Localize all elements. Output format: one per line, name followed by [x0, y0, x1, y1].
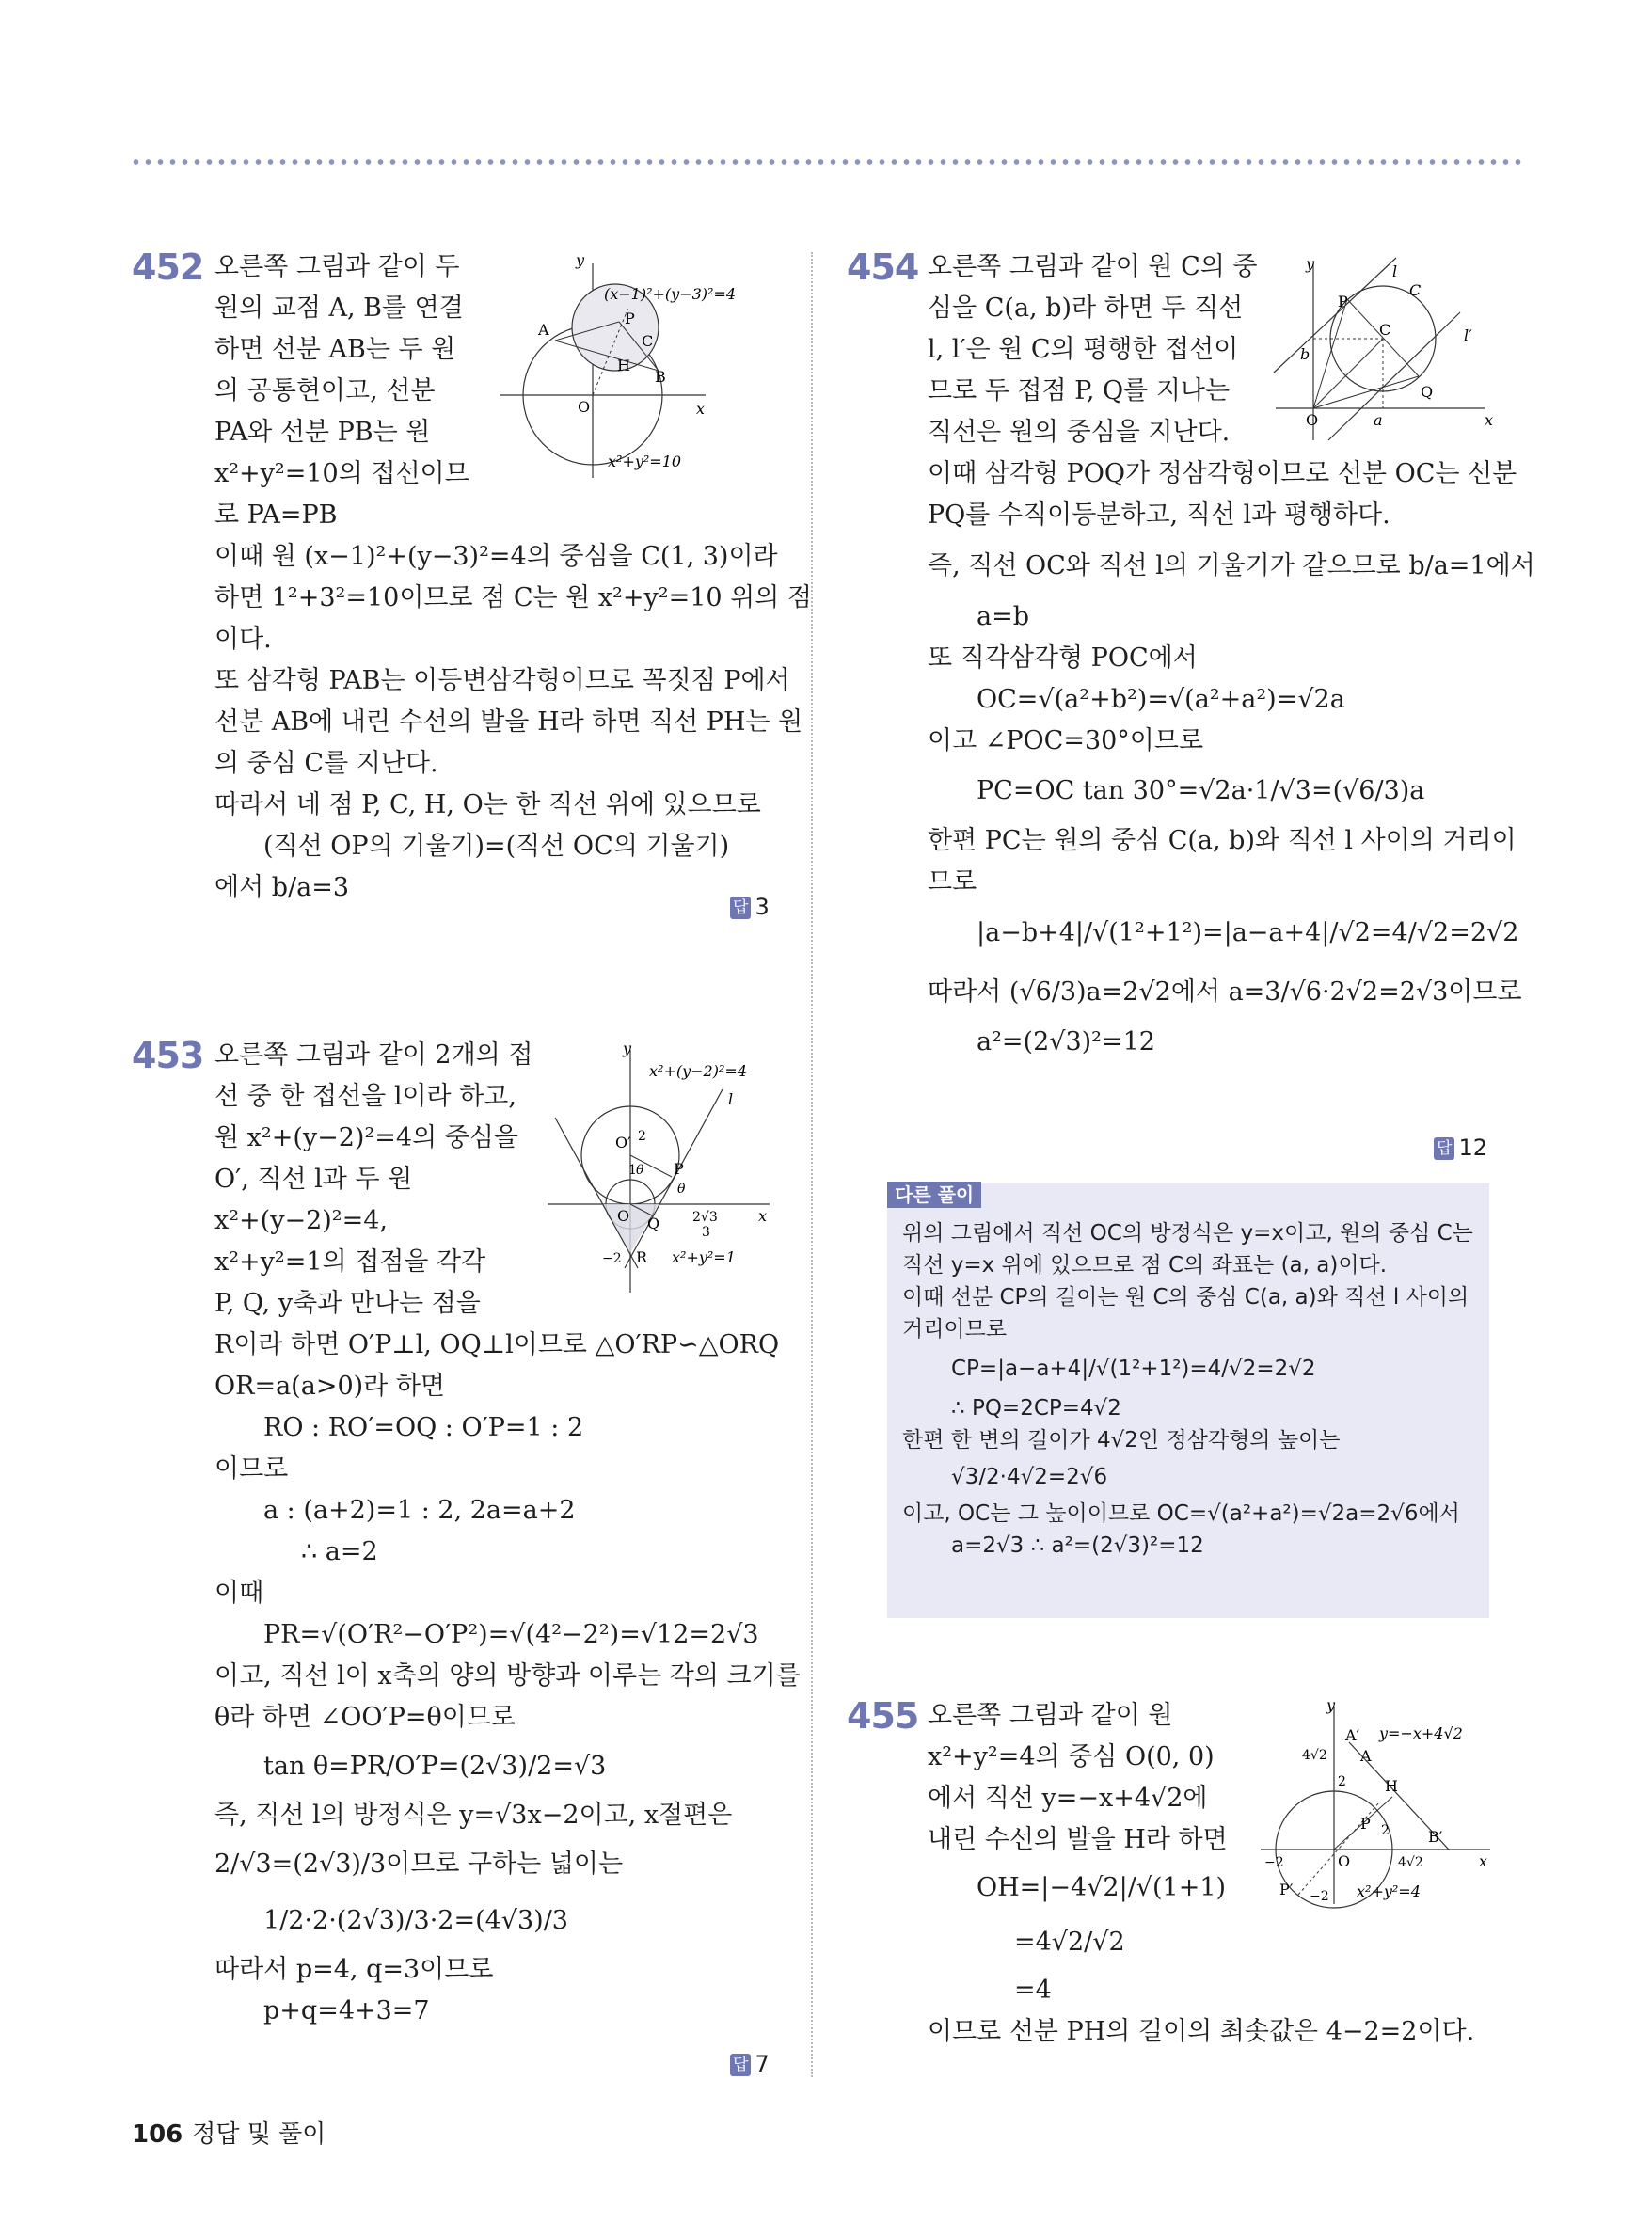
text-line: 이때 — [214, 1579, 264, 1608]
fig-label: θ — [677, 1182, 686, 1197]
text-line: |a−b+4|/√(1²+1²)=|a−a+4|/√2=4/√2=2√2 — [977, 918, 1519, 947]
text-line: =4√2/√2 — [1014, 1928, 1125, 1957]
fig-label: x — [758, 1207, 768, 1225]
section-title: 정답 및 풀이 — [192, 2120, 326, 2149]
fig-label: A — [1360, 1747, 1372, 1765]
fig-label: 2 — [1338, 1774, 1346, 1789]
answer-453 — [730, 2051, 770, 2077]
text-line: x²+(y−2)²=4, — [214, 1206, 389, 1235]
fig-label: l — [728, 1090, 734, 1108]
answer-badge: 답 — [730, 897, 751, 919]
text-line: √3/2·4√2=2√6 — [951, 1465, 1108, 1489]
fig-label: C — [1379, 321, 1391, 339]
text-line: ∴ PQ=2CP=4√2 — [951, 1396, 1121, 1421]
fig-label: B — [655, 368, 666, 386]
answer-454 — [1434, 1135, 1487, 1161]
text-line: 이고 ∠POC=30°이므로 — [928, 726, 1204, 755]
fig-equation: y=−x+4√2 — [1379, 1724, 1463, 1742]
text-line: CP=|a−a+4|/√(1²+1²)=4/√2=2√2 — [951, 1357, 1316, 1381]
fig-label: 2 — [638, 1129, 646, 1144]
text-line: PR=√(O′R²−O′P²)=√(4²−2²)=√12=2√3 — [263, 1620, 759, 1649]
fig-label: Q — [647, 1215, 660, 1232]
fig-label: O — [1306, 411, 1319, 429]
text-line: tan θ=PR/O′P=(2√3)/2=√3 — [263, 1752, 607, 1781]
text-line: a²=(2√3)²=12 — [977, 1027, 1155, 1056]
text-line: 즉, 직선 l의 방정식은 y=√3x−2이고, x절편은 — [214, 1801, 733, 1830]
text-line: ∴ a=2 — [301, 1537, 378, 1566]
text-line: 직선 y=x 위에 있으므로 점 C의 좌표는 (a, a)이다. — [902, 1253, 1388, 1278]
problem-number-455: 455 — [847, 1695, 919, 1737]
fig-label: P — [674, 1160, 684, 1178]
fig-label: 2 — [1381, 1823, 1390, 1838]
fig-label: l — [1392, 262, 1398, 280]
text-line: l, l′은 원 C의 평행한 접선이 — [928, 335, 1239, 364]
fig-label: A′ — [1345, 1726, 1360, 1744]
text-line: 내린 수선의 발을 H라 하면 — [928, 1825, 1228, 1854]
text-line: (직선 OP의 기울기)=(직선 OC의 기울기) — [263, 832, 730, 861]
fig-label: y — [576, 251, 585, 269]
text-line: 이때 선분 CP의 길이는 원 C의 중심 C(a, a)와 직선 l 사이의 — [902, 1285, 1469, 1310]
text-line: 이때 삼각형 POQ가 정삼각형이므로 선분 OC는 선분 — [928, 459, 1517, 488]
text-line: 이고, OC는 그 높이이므로 OC=√(a²+a²)=√2a=2√6에서 — [902, 1501, 1460, 1526]
fig-label: A — [538, 321, 549, 339]
fig-label: O — [578, 398, 591, 416]
text-line: 이때 원 (x−1)²+(y−3)²=4의 중심을 C(1, 3)이라 — [214, 542, 778, 571]
fig-label: P — [1338, 293, 1348, 310]
text-line: a=2√3 ∴ a²=(2√3)²=12 — [951, 1533, 1204, 1558]
text-line: 또 삼각형 PAB는 이등변삼각형이므로 꼭짓점 P에서 — [214, 666, 790, 695]
fig-label: H — [617, 357, 630, 374]
text-line: R이라 하면 O′P⊥l, OQ⊥l이므로 △O′RP∽△ORQ — [214, 1330, 780, 1359]
text-line: 원 x²+(y−2)²=4의 중심을 — [214, 1123, 518, 1152]
problem-number-452: 452 — [132, 246, 204, 288]
text-line: 2/√3=(2√3)/3이므로 구하는 넓이는 — [214, 1850, 624, 1879]
fig-label: x — [1479, 1852, 1488, 1870]
figure-454 — [1272, 256, 1498, 444]
text-line: 오른쪽 그림과 같이 원 — [928, 1701, 1173, 1730]
text-line: 에서 b/a=3 — [214, 873, 350, 902]
text-line: 따라서 네 점 P, C, H, O는 한 직선 위에 있으므로 — [214, 790, 761, 819]
text-line: 이다. — [214, 625, 272, 654]
fig-label: x — [696, 400, 706, 418]
fig-label: R — [636, 1248, 648, 1266]
text-line: 원의 교점 A, B를 연결 — [214, 294, 464, 323]
fig-label: C — [1409, 281, 1422, 299]
fig-label: O — [617, 1207, 630, 1225]
text-line: 즉, 직선 OC와 직선 l의 기울기가 같으므로 b/a=1에서 — [928, 551, 1535, 580]
text-line: O′, 직선 l과 두 원 — [214, 1165, 413, 1194]
text-line: 오른쪽 그림과 같이 두 — [214, 252, 460, 281]
fig-label: Q — [1421, 383, 1434, 401]
figure-453 — [544, 1042, 779, 1296]
text-line: PA와 선분 PB는 원 — [214, 418, 431, 447]
fig-label: B′ — [1428, 1828, 1443, 1846]
fig-label: P — [1360, 1815, 1371, 1833]
fig-label: O′ — [615, 1134, 631, 1151]
fig-label: 4√2 — [1398, 1855, 1423, 1870]
text-line: θ라 하면 ∠OO′P=θ이므로 — [214, 1703, 516, 1732]
text-line: 한편 PC는 원의 중심 C(a, b)와 직선 l 사이의 거리이 — [928, 826, 1517, 855]
fig-label: −2 — [602, 1251, 622, 1266]
text-line: 한편 한 변의 길이가 4√2인 정삼각형의 높이는 — [902, 1428, 1341, 1453]
text-line: a : (a+2)=1 : 2, 2a=a+2 — [263, 1496, 576, 1525]
text-line: 이고, 직선 l이 x축의 양의 방향과 이루는 각의 크기를 — [214, 1661, 801, 1691]
fig-label: −2 — [1310, 1889, 1329, 1904]
text-line: x²+y²=1의 접점을 각각 — [214, 1247, 486, 1277]
alternative-solution-body — [902, 1217, 1473, 1562]
fig-label: −2 — [1264, 1855, 1284, 1870]
text-line: 의 중심 C를 지난다. — [214, 749, 438, 778]
text-line: =4 — [1014, 1976, 1052, 2005]
answer-value: 12 — [1458, 1135, 1487, 1161]
text-line: 1/2·2·(2√3)/3·2=(4√3)/3 — [263, 1906, 568, 1935]
fig-label: y — [1306, 255, 1315, 273]
fig-label: C — [642, 332, 654, 350]
text-line: 로 PA=PB — [214, 500, 338, 530]
answer-452 — [730, 894, 770, 920]
fig-label: P′ — [1279, 1881, 1294, 1898]
fig-equation: x²+y²=10 — [608, 453, 682, 470]
text-line: x²+y²=4의 중심 O(0, 0) — [928, 1742, 1215, 1771]
fig-equation: x²+y²=1 — [672, 1248, 736, 1266]
text-line: 오른쪽 그림과 같이 원 C의 중 — [928, 252, 1258, 281]
text-line: 따라서 (√6/3)a=2√2에서 a=3/√6·2√2=2√3이므로 — [928, 977, 1522, 1007]
text-line: PQ를 수직이등분하고, 직선 l과 평행하다. — [928, 500, 1390, 530]
text-line: x²+y²=10의 접선이므 — [214, 459, 469, 488]
problem-number-453: 453 — [132, 1035, 204, 1076]
answer-value: 7 — [755, 2051, 770, 2077]
page-number: 106 — [132, 2120, 183, 2149]
alternative-solution-box — [887, 1183, 1489, 1618]
fig-label: 2√3 — [692, 1210, 718, 1225]
text-line: 므로 두 접점 P, Q를 지나는 — [928, 376, 1231, 405]
text-line: PC=OC tan 30°=√2a·1/√3=(√6/3)a — [977, 776, 1425, 805]
fig-label: b — [1300, 345, 1310, 363]
text-line: 이므로 — [214, 1454, 289, 1484]
text-line: 거리이므로 — [902, 1317, 1008, 1342]
text-line: 이므로 선분 PH의 길이의 최솟값은 4−2=2이다. — [928, 2017, 1475, 2046]
text-line: 에서 직선 y=−x+4√2에 — [928, 1784, 1208, 1813]
text-line: P, Q, y축과 만나는 점을 — [214, 1289, 481, 1318]
answer-value: 3 — [755, 894, 770, 920]
top-dotted-rule — [130, 158, 1522, 166]
text-line: 또 직각삼각형 POC에서 — [928, 643, 1198, 673]
text-line: RO : RO′=OQ : O′P=1 : 2 — [263, 1413, 584, 1442]
text-line: 선분 AB에 내린 수선의 발을 H라 하면 직선 PH는 원 — [214, 707, 803, 737]
text-line: a=b — [977, 602, 1030, 631]
text-line: 하면 1²+3²=10이므로 점 C는 원 x²+y²=10 위의 점 — [214, 583, 812, 612]
text-line: OC=√(a²+b²)=√(a²+a²)=√2a — [977, 685, 1345, 714]
text-line: 위의 그림에서 직선 OC의 방정식은 y=x이고, 원의 중심 C는 — [902, 1221, 1473, 1246]
fig-label: θ — [636, 1163, 644, 1178]
fig-label: y — [623, 1040, 632, 1057]
page-footer — [132, 2115, 326, 2150]
text-line: 심을 C(a, b)라 하면 두 직선 — [928, 294, 1244, 323]
alternative-solution-tag: 다른 풀이 — [887, 1182, 981, 1208]
fig-label: 4√2 — [1302, 1748, 1327, 1763]
fig-equation: x²+y²=4 — [1357, 1882, 1421, 1900]
text-line: OR=a(a>0)라 하면 — [214, 1372, 445, 1401]
fig-equation: (x−1)²+(y−3)²=4 — [604, 285, 737, 303]
fig-label: 1 — [628, 1163, 637, 1178]
fig-label: l′ — [1464, 326, 1472, 344]
text-line: 의 공통현이고, 선분 — [214, 376, 436, 405]
fig-label: y — [1326, 1696, 1336, 1714]
text-line: 오른쪽 그림과 같이 2개의 접 — [214, 1040, 533, 1070]
text-line: p+q=4+3=7 — [263, 1996, 430, 2025]
fig-label: a — [1374, 411, 1383, 429]
fig-label: 3 — [702, 1225, 710, 1240]
text-line: OH=|−4√2|/√(1+1) — [977, 1873, 1227, 1902]
text-line: 따라서 p=4, q=3이므로 — [214, 1955, 494, 1984]
figure-452 — [497, 251, 737, 482]
fig-label: P — [625, 310, 635, 327]
answer-badge: 답 — [1434, 1137, 1454, 1160]
fig-equation: x²+(y−2)²=4 — [649, 1062, 747, 1080]
fig-label: H — [1385, 1777, 1398, 1795]
fig-label: x — [1485, 411, 1494, 429]
fig-label: O — [1338, 1852, 1351, 1870]
figure-455 — [1255, 1696, 1500, 1908]
text-line: 하면 선분 AB는 두 원 — [214, 335, 456, 364]
answer-badge: 답 — [730, 2054, 751, 2076]
problem-number-454: 454 — [847, 246, 919, 288]
text-line: 직선은 원의 중심을 지난다. — [928, 418, 1231, 447]
text-line: 므로 — [928, 867, 977, 897]
text-line: 선 중 한 접선을 l이라 하고, — [214, 1082, 516, 1111]
